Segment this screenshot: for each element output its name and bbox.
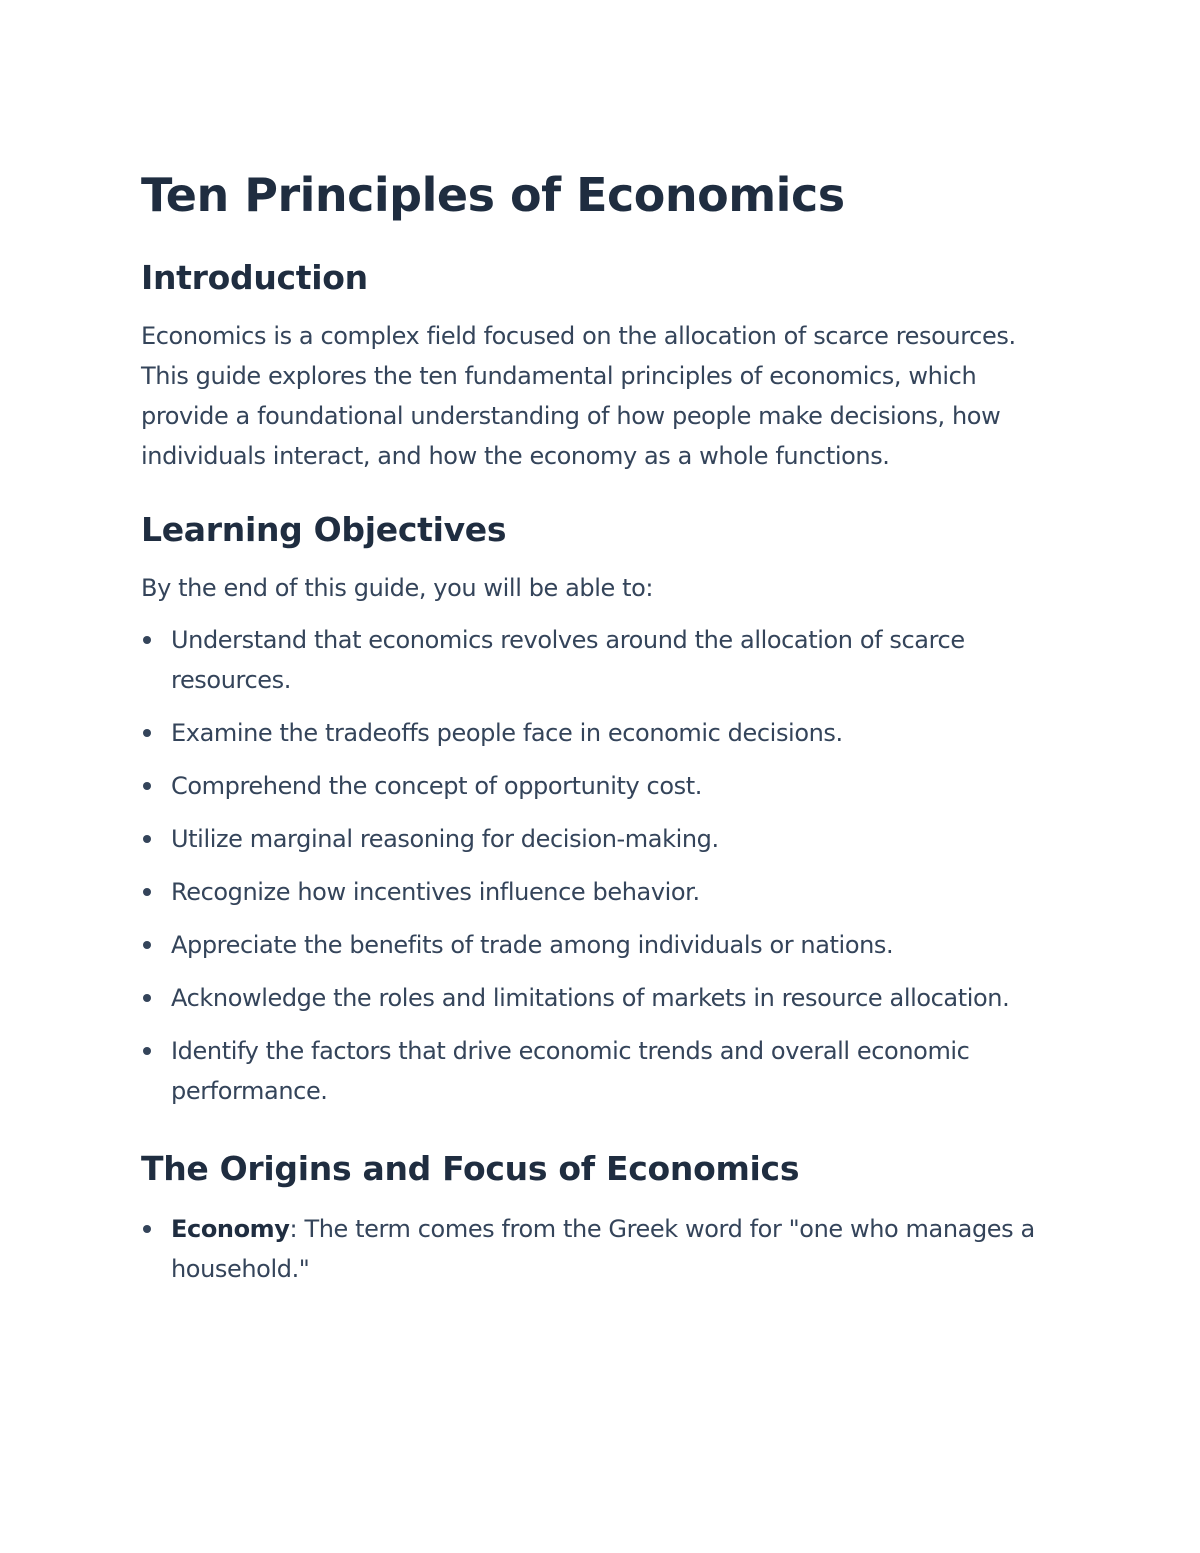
definition-text: : The term comes from the Greek word for "one who manages a household." — [171, 1215, 1035, 1283]
bullet-icon — [143, 994, 151, 1002]
origins-heading: The Origins and Focus of Economics — [141, 1149, 800, 1188]
bullet-icon — [143, 636, 151, 644]
list-item — [141, 978, 1066, 1018]
document-title: Ten Principles of Economics — [141, 168, 845, 222]
list-item — [141, 872, 1066, 912]
list-item-text: Identify the factors that drive economic trends and overall economic performance. — [171, 1037, 970, 1105]
learning-objectives-heading: Learning Objectives — [141, 510, 507, 549]
document-page — [141, 166, 1066, 1302]
introduction-heading: Introduction — [141, 258, 368, 297]
learning-objectives-lead: By the end of this guide, you will be able to: — [141, 574, 654, 602]
list-item-text: Utilize marginal reasoning for decision-making. — [171, 825, 719, 853]
list-item — [141, 1031, 1066, 1111]
bullet-icon — [143, 1047, 151, 1055]
list-item — [141, 819, 1066, 859]
bullet-icon — [143, 729, 151, 737]
bullet-icon — [143, 782, 151, 790]
list-item-text: Recognize how incentives influence behavior. — [171, 878, 700, 906]
learning-objectives-list — [141, 620, 1066, 1111]
list-item — [141, 620, 1066, 700]
list-item-text: Appreciate the benefits of trade among individuals or nations. — [171, 931, 894, 959]
introduction-paragraph: Economics is a complex field focused on the allocation of scarce resources. This guide explores the ten fundamental principles of economics, which provide a foundational understanding of how people make decisions, how individuals interact, and how the economy as a whole functions. — [141, 322, 1016, 470]
definition-term: Economy — [171, 1215, 290, 1243]
list-item-text: Comprehend the concept of opportunity cost. — [171, 772, 702, 800]
list-item-text: Examine the tradeoffs people face in economic decisions. — [171, 719, 843, 747]
origins-list — [141, 1209, 1066, 1289]
list-item — [141, 766, 1066, 806]
list-item-text: Understand that economics revolves around the allocation of scarce resources. — [171, 626, 965, 694]
list-item — [141, 1209, 1066, 1289]
bullet-icon — [143, 1225, 151, 1233]
bullet-icon — [143, 835, 151, 843]
list-item — [141, 713, 1066, 753]
bullet-icon — [143, 888, 151, 896]
list-item-text: Acknowledge the roles and limitations of markets in resource allocation. — [171, 984, 1010, 1012]
list-item — [141, 925, 1066, 965]
bullet-icon — [143, 941, 151, 949]
